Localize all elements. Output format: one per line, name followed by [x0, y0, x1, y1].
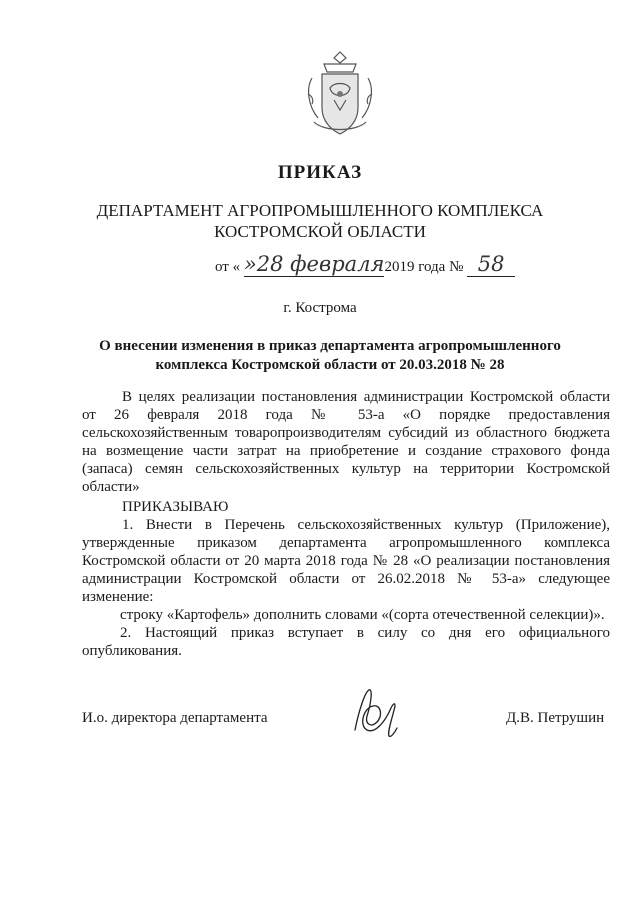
order-word: ПРИКАЗЫВАЮ [122, 499, 229, 515]
document-body [82, 388, 610, 660]
signature [345, 680, 415, 750]
item-1: 1. Внести в Перечень сельскохозяйственных культур (Приложение), утвержденные приказом департамента агропромышленного комплекса Костромской области от 20 марта 2018 года № 28 «О реализации постановления администрации Костромской области от 26.02.2018 № 53-а» следующее изменение: [82, 517, 610, 605]
signer-position: И.о. директора департамента [82, 710, 268, 726]
department-line-2: КОСТРОМСКОЙ ОБЛАСТИ [214, 222, 426, 241]
number-handwritten: 58 [477, 252, 505, 276]
department-name [0, 200, 640, 242]
preamble: В целях реализации постановления администрации Костромской области от 26 февраля 2018 года № 53-а «О порядке предоставления сельскохозяйственным товаропроизводителям субсидий из областного бюджета на возмещение части затрат на приобретение и создание страхового фонда (запаса) семян сельскохозяйственных культур на территории Костромской области» [82, 389, 610, 495]
signer-name: Д.В. Петрушин [506, 710, 605, 726]
document-title: ПРИКАЗ [277, 162, 363, 183]
city: г. Кострома [283, 300, 357, 316]
date-handwritten: »28 февраля [243, 252, 385, 276]
subject-line-2: комплекса Костромской области от 20.03.2018 № 28 [155, 357, 505, 373]
subject [80, 337, 580, 375]
department-line-1: ДЕПАРТАМЕНТ АГРОПРОМЫШЛЕННОГО КОМПЛЕКСА [96, 201, 544, 220]
date-prefix: от « [215, 259, 241, 275]
coat-of-arms-icon [300, 48, 380, 144]
subject-line-1: О внесении изменения в приказ департамента агропромышленного [99, 338, 561, 354]
date-number-line [215, 252, 515, 277]
item-2: 2. Настоящий приказ вступает в силу со дня его официального опубликования. [82, 625, 610, 659]
date-year: 2019 года № [384, 259, 464, 275]
item-1-sub: строку «Картофель» дополнить словами «(сорта отечественной селекции)». [120, 607, 605, 623]
